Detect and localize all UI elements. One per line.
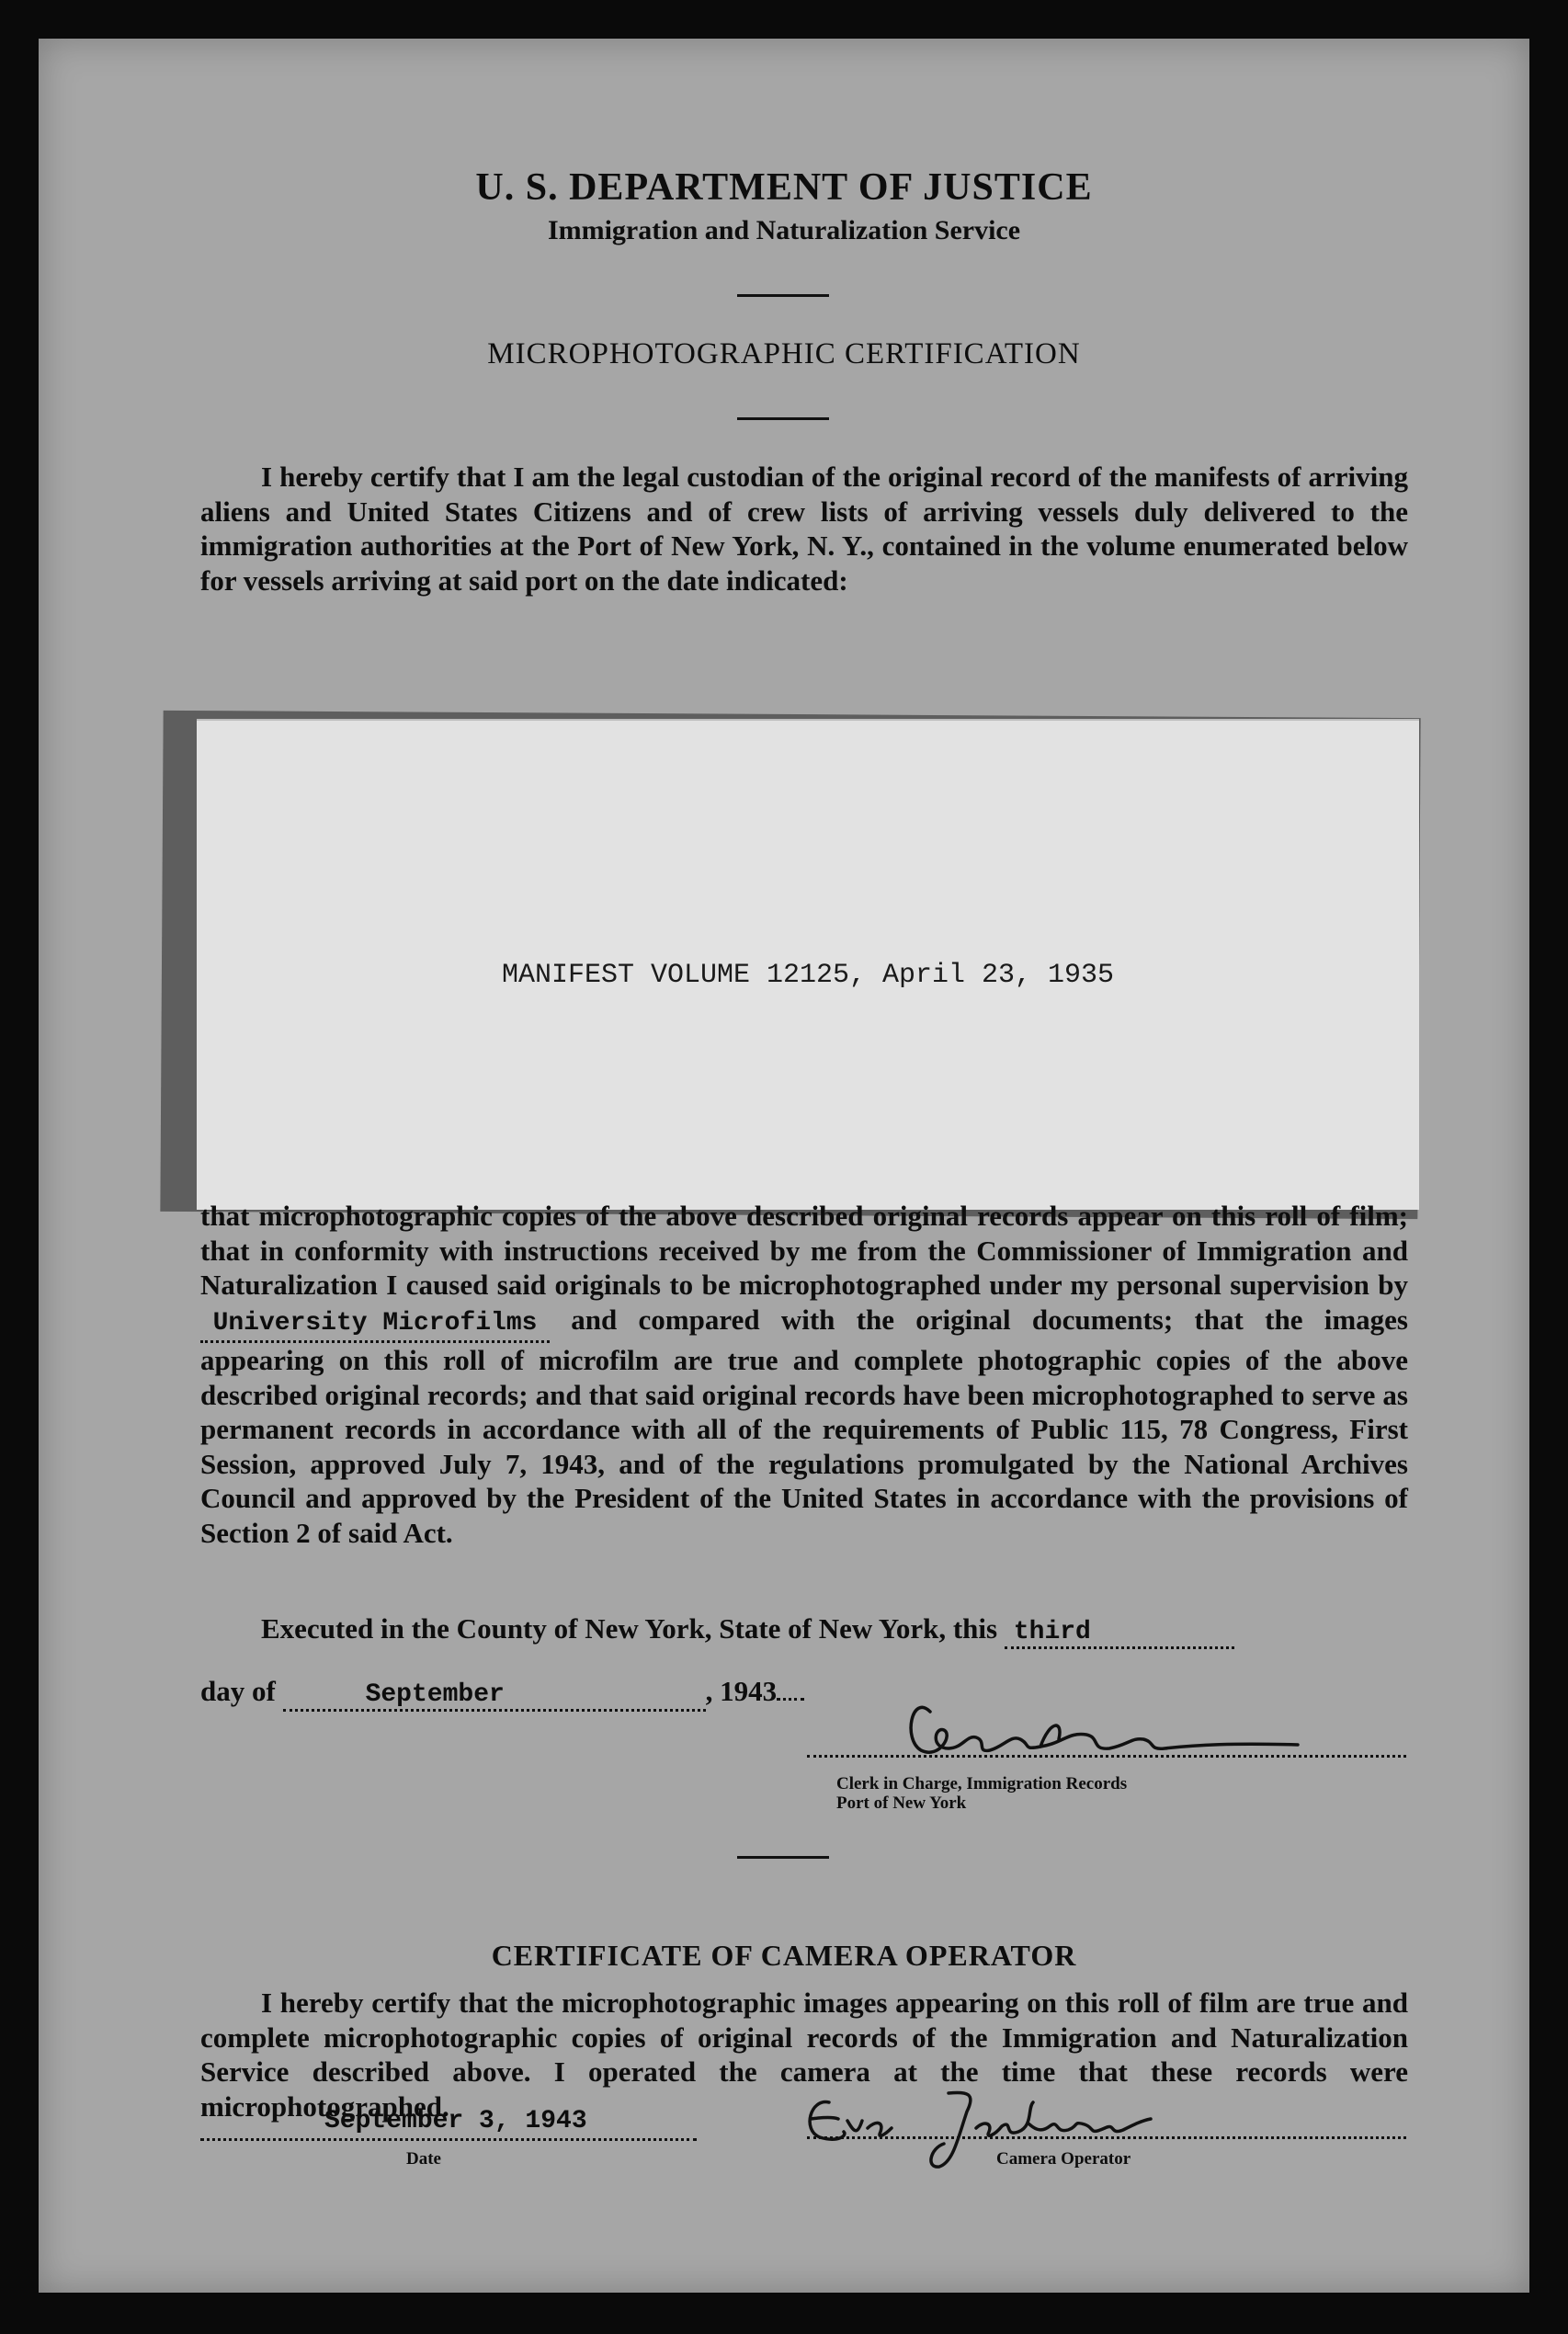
year-value: , 1943 [705, 1675, 778, 1707]
year-dots [777, 1698, 804, 1701]
divider [737, 417, 829, 420]
manifest-volume-label: MANIFEST VOLUME 12125, April 23, 1935 [501, 960, 1115, 991]
intro-paragraph: I hereby certify that I am the legal custodian of the original record of the manifests of arriving aliens and United States Citizens and of crew lists of arriving vessels duly delivered to the immigration authorities at the Port of New York, N. Y., contained in the volume enumerated below for vessels arriving at said port on the date indicated: [200, 461, 1408, 597]
camera-operator-paragraph: I hereby certify that the microphotographic images appearing on this roll of film are true and complete microphotographic copies of original records of the Immigration and Naturalization Service described above. I operated the camera at the time that these records were microphotographed. [200, 1987, 1408, 2123]
operator-signature-image [792, 2075, 1215, 2185]
month-value: September [365, 1680, 505, 1709]
body-paragraph [200, 1199, 1408, 1550]
body-part-2: and compared with the original documents; that the images appearing on this roll of microfilm are true and complete photographic copies of the above described original records; and that said original records have been microphotographed to serve as permanent records in accordance with all of the requirements of Public 115, 78 Congress, First Session, approved July 7, 1943, and of the regulations promulgated by the National Archives Council and approved by the President of the United States in accordance with the provisions of Section 2 of said Act. [200, 1303, 1408, 1549]
clerk-title: Clerk in Charge, Immigration Records [836, 1774, 1128, 1793]
clerk-caption [836, 1774, 1127, 1813]
clerk-signature-line [807, 1755, 1406, 1758]
day-field [1005, 1612, 1234, 1649]
certificate-sheet [39, 39, 1529, 2293]
service-subheading: Immigration and Naturalization Service [547, 215, 1021, 245]
body-part-1: that microphotographic copies of the above described original records appear on this roll of film; that in conformity with instructions received by me from the Commissioner of Immigration and Naturalization I caused said originals to be microphotographed under my personal supervision by [200, 1200, 1408, 1301]
date-value: September 3, 1943 [324, 2107, 587, 2135]
month-field [283, 1675, 706, 1712]
date-label: Date [406, 2149, 441, 2169]
date-field [200, 2103, 697, 2141]
volume-card [197, 719, 1419, 1210]
day-of-label: day of [200, 1675, 276, 1707]
day-value: third [1013, 1618, 1091, 1646]
camera-operator-label: Camera Operator [996, 2149, 1131, 2169]
clerk-location: Port of New York [836, 1793, 967, 1813]
divider [737, 1856, 829, 1859]
day-of-line [200, 1675, 804, 1712]
photographer-field [200, 1303, 550, 1344]
executed-line [261, 1612, 1234, 1649]
document-title: MICROPHOTOGRAPHIC CERTIFICATION [487, 337, 1081, 370]
camera-operator-title: CERTIFICATE OF CAMERA OPERATOR [491, 1939, 1077, 1972]
divider [737, 294, 829, 297]
operator-signature-line [807, 2136, 1406, 2139]
clerk-signature-image [903, 1684, 1344, 1785]
photographer-value: University Microfilms [212, 1308, 538, 1338]
department-heading: U. S. DEPARTMENT OF JUSTICE [475, 166, 1093, 209]
executed-prefix: Executed in the County of New York, State of New York, this [261, 1612, 998, 1645]
